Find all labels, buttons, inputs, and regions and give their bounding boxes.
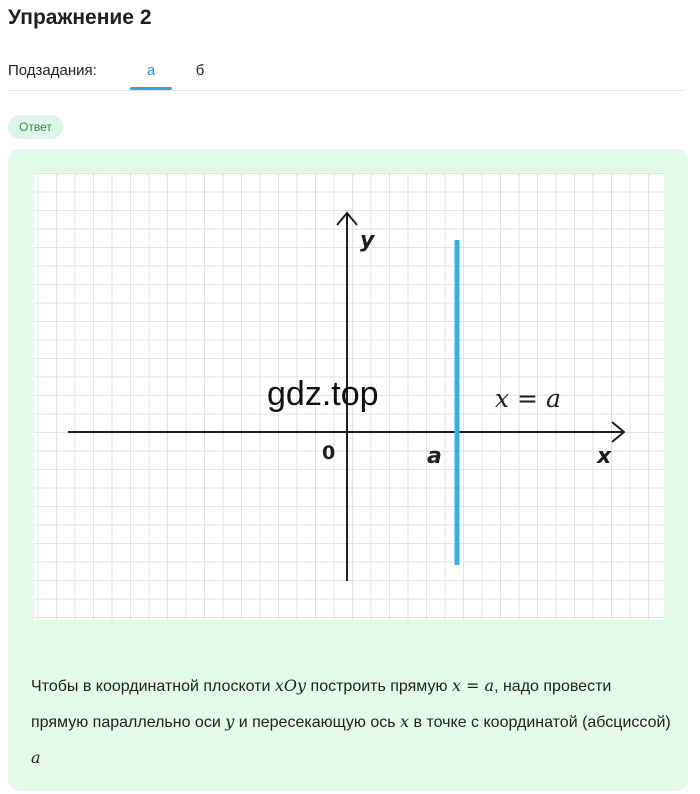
tab-b[interactable]: б: [195, 62, 205, 79]
y-axis-label: y: [360, 228, 375, 253]
coordinate-graph: [34, 173, 664, 620]
math-x: x: [400, 712, 410, 731]
math-a: a: [31, 748, 41, 767]
page-title: Упражнение 2: [8, 6, 152, 29]
graph-canvas: [34, 173, 664, 620]
explanation-part: и пересекающую ось: [234, 714, 401, 731]
explanation-part: Чтобы в координатной плоскоти: [31, 678, 275, 695]
origin-label: 0: [322, 442, 336, 464]
a-label: a: [427, 444, 442, 469]
explanation-part: построить прямую: [306, 678, 452, 695]
answer-badge[interactable]: Ответ: [8, 115, 63, 139]
watermark: gdz.top: [267, 375, 379, 413]
explanation-part: в точке с координатой (абсциссой): [409, 714, 671, 731]
explanation-part: , надо провести прямую параллельно оси: [31, 678, 612, 731]
subtasks-label: Подзадания:: [8, 62, 97, 79]
x-axis-label: x: [597, 444, 612, 469]
subtasks-bar: [8, 56, 686, 91]
explanation-text: [31, 668, 671, 776]
line-equation-label: x = a: [495, 384, 561, 413]
math-xoy: xOy: [274, 676, 307, 695]
active-tab-indicator: [130, 87, 172, 90]
math-x-equals-a: x = a: [451, 676, 495, 695]
tab-a[interactable]: а: [146, 62, 156, 79]
math-y: y: [225, 712, 235, 731]
